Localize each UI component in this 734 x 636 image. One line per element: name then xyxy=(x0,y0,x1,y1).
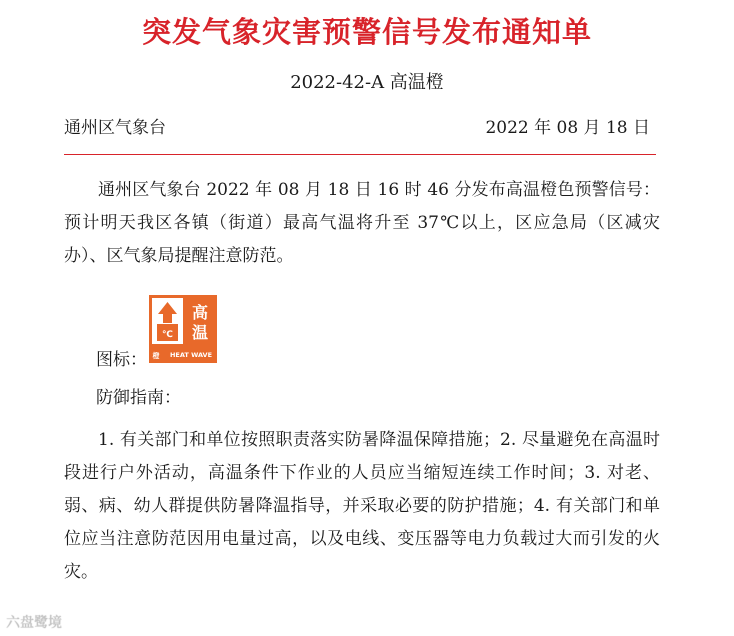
document-number: 2022-42-A 高温橙 xyxy=(290,72,444,93)
icon-label: 图标： xyxy=(96,350,147,370)
notice-paragraph: 通州区气象台 2022 年 08 月 18 日 16 时 46 分发布高温橙色预警信号：预计明天我区各镇（街道）最高气温将升至 37℃以上，区应急局（区减灾办）、区气象局提醒注意防范。 xyxy=(64,180,660,266)
level-char: 橙 xyxy=(152,352,160,360)
defense-guide-paragraph: 1. 有关部门和单位按照职责落实防暑降温保障措施；2. 尽量避免在高温时段进行户外活动，高温条件下作业的人员应当缩短连续工作时间；3. 对老、弱、病、幼人群提供防暑降温指导，并采取必要的防护措施；4. 有关部门和单位应当注意防范因用电量过高，以及电线、变压器等电力负载过大而引发的火灾。 xyxy=(64,430,660,582)
notice-title: 突发气象灾害预警信号发布通知单 xyxy=(141,15,592,49)
heat-wave-label: HEAT WAVE xyxy=(169,351,213,359)
header-divider xyxy=(64,154,656,155)
watermark: 六盘鹭境 xyxy=(6,615,62,631)
heat-wave-orange-warning-icon xyxy=(149,295,217,363)
icon-text-char-1: 高 xyxy=(191,303,209,322)
issuer-name: 通州区气象台 xyxy=(64,118,166,138)
icon-text-char-2: 温 xyxy=(191,323,209,342)
celsius-unit: ℃ xyxy=(162,330,173,340)
issue-date: 2022 年 08 月 18 日 xyxy=(485,118,650,138)
defense-guide-title: 防御指南： xyxy=(96,388,181,408)
